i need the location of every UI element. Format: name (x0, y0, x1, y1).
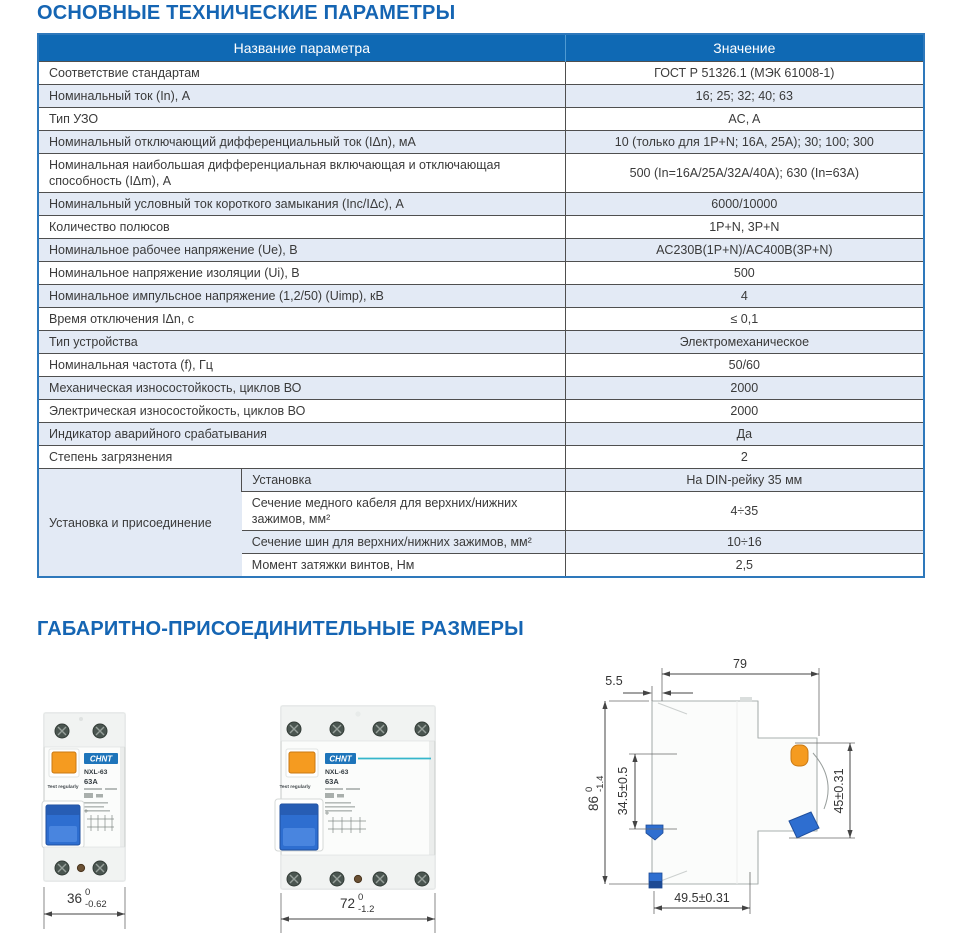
param-value: 2 (565, 446, 924, 469)
param-name: Номинальная частота (f), Гц (38, 354, 565, 377)
param-value: 4 (565, 285, 924, 308)
test-button (52, 752, 76, 773)
terminal-screw-icon (93, 724, 107, 738)
param-value: 2000 (565, 400, 924, 423)
table-row (38, 285, 924, 308)
side-view-drawing (584, 657, 855, 914)
parameters-table (37, 33, 925, 578)
svg-text:36: 36 (66, 891, 82, 906)
test-regularly-label: Test regularly (47, 785, 79, 790)
param-name: Установка (242, 469, 565, 492)
svg-text:86: 86 (586, 796, 601, 812)
terminal-screw-icon (373, 722, 387, 736)
param-value: AC230В(1P+N)/AC400В(3P+N) (565, 239, 924, 262)
param-name: Соответствие стандартам (38, 62, 565, 85)
param-name: Номинальное напряжение изоляции (Ui), В (38, 262, 565, 285)
table-row (38, 62, 924, 85)
param-value: 10 (только для 1P+N; 16А, 25А); 30; 100; 300 (565, 131, 924, 154)
param-name: Момент затяжки винтов, Нм (242, 554, 565, 578)
table-row (38, 262, 924, 285)
param-value: ≤ 0,1 (565, 308, 924, 331)
svg-text:0: 0 (85, 887, 91, 898)
param-value: ГОСТ Р 51326.1 (МЭК 61008-1) (565, 62, 924, 85)
install-group-label: Установка и присоединение (38, 469, 242, 578)
dimension-drawings (37, 641, 927, 937)
param-value: 6000/10000 (565, 193, 924, 216)
front-view-4pole (275, 706, 435, 933)
svg-text:0: 0 (358, 892, 364, 903)
table-row (38, 108, 924, 131)
table-row (38, 446, 924, 469)
param-value: 50/60 (565, 354, 924, 377)
side-profile (652, 701, 817, 884)
param-name: Номинальный условный ток короткого замыкания (Inc/IΔc), А (38, 193, 565, 216)
svg-text:-0.62: -0.62 (85, 899, 107, 910)
param-value: 2000 (565, 377, 924, 400)
model-label: NXL-63 (325, 769, 349, 776)
param-value: 2,5 (565, 554, 924, 578)
param-name: Время отключения IΔn, с (38, 308, 565, 331)
param-name: Тип устройства (38, 331, 565, 354)
param-value: 500 (565, 262, 924, 285)
param-value: AC, A (565, 108, 924, 131)
svg-text:-1.2: -1.2 (358, 904, 375, 915)
svg-text:-1.4: -1.4 (595, 775, 606, 792)
param-name: Номинальная наибольшая дифференциальная включающая и отключающая способность (IΔm), А (38, 154, 565, 193)
svg-text:34.5±0.5: 34.5±0.5 (616, 766, 630, 816)
switch-lever (280, 804, 318, 850)
table-row (38, 239, 924, 262)
svg-text:72: 72 (339, 896, 355, 911)
terminal-screw-icon (93, 861, 107, 875)
top-terminal-block (281, 706, 435, 741)
table-row (38, 131, 924, 154)
rating-label: 63A (84, 777, 98, 786)
param-name: Электрическая износостойкость, циклов ВО (38, 400, 565, 423)
param-value: Электромеханическое (565, 331, 924, 354)
dim-rail-offset (605, 674, 693, 701)
table-row (38, 423, 924, 446)
param-value: 500 (In=16A/25A/32A/40A); 630 (In=63A) (565, 154, 924, 193)
terminal-screw-icon (55, 724, 69, 738)
dimensions-section-title: ГАБАРИТНО-ПРИСОЕДИНИТЕЛЬНЫЕ РАЗМЕРЫ (37, 618, 524, 640)
switch-lever (46, 805, 80, 845)
param-value: 16; 25; 32; 40; 63 (565, 85, 924, 108)
terminal-screw-icon (55, 861, 69, 875)
table-row (38, 377, 924, 400)
param-value: 1P+N, 3P+N (565, 216, 924, 239)
svg-text:45±0.31: 45±0.31 (832, 768, 846, 814)
svg-text:49.5±0.31: 49.5±0.31 (674, 891, 730, 905)
table-row (38, 193, 924, 216)
param-name: Номинальный ток (In), А (38, 85, 565, 108)
col-header-value: Значение (565, 34, 924, 62)
indicator-screw-icon (77, 864, 84, 871)
dim-width-4pole (281, 892, 435, 933)
table-row (38, 308, 924, 331)
table-row (38, 85, 924, 108)
dimension-figures (37, 641, 925, 937)
param-name: Номинальный отключающий дифференциальный ток (IΔn), мА (38, 131, 565, 154)
model-label: NXL-63 (84, 769, 108, 776)
svg-text:0: 0 (584, 786, 595, 792)
terminal-screw-icon (330, 722, 344, 736)
din-clip-lower (649, 873, 662, 888)
test-button-side (791, 745, 808, 766)
table-row (38, 400, 924, 423)
param-name: Номинальное рабочее напряжение (Ue), В (38, 239, 565, 262)
terminal-screw-icon (415, 872, 429, 886)
param-name: Номинальное импульсное напряжение (1,2/50) (Uimp), кВ (38, 285, 565, 308)
svg-text:CHNT: CHNT (329, 754, 352, 764)
param-name: Механическая износостойкость, циклов ВО (38, 377, 565, 400)
param-value: Да (565, 423, 924, 446)
svg-text:CHNT: CHNT (89, 754, 113, 764)
terminal-screw-icon (287, 722, 301, 736)
param-value: 10÷16 (565, 531, 924, 554)
svg-text:5.5: 5.5 (605, 674, 623, 688)
table-header-row (38, 34, 924, 62)
table-row (38, 216, 924, 239)
brand-logo (84, 753, 118, 764)
dim-width-2pole (44, 887, 125, 929)
param-name: Количество полюсов (38, 216, 565, 239)
table-row (38, 469, 924, 492)
terminal-screw-icon (415, 722, 429, 736)
terminal-screw-icon (330, 872, 344, 886)
param-name: Степень загрязнения (38, 446, 565, 469)
terminal-screw-icon (287, 872, 301, 886)
svg-text:79: 79 (733, 657, 747, 671)
param-value: На DIN-рейку 35 мм (565, 469, 924, 492)
test-regularly-label: Test regularly (279, 785, 311, 790)
indicator-screw-icon (354, 875, 361, 882)
param-name: Индикатор аварийного срабатывания (38, 423, 565, 446)
param-name: Тип УЗО (38, 108, 565, 131)
parameters-section-title: ОСНОВНЫЕ ТЕХНИЧЕСКИЕ ПАРАМЕТРЫ (37, 2, 456, 24)
table-row (38, 154, 924, 193)
bottom-terminal-block (281, 855, 435, 889)
table-row (38, 354, 924, 377)
table-row (38, 331, 924, 354)
test-button (289, 752, 315, 773)
param-value: 4÷35 (565, 492, 924, 531)
col-header-parameter: Название параметра (38, 34, 565, 62)
param-name: Сечение медного кабеля для верхних/нижних зажимов, мм² (242, 492, 565, 531)
param-name: Сечение шин для верхних/нижних зажимов, мм² (242, 531, 565, 554)
terminal-screw-icon (373, 872, 387, 886)
rating-label: 63A (325, 777, 339, 786)
